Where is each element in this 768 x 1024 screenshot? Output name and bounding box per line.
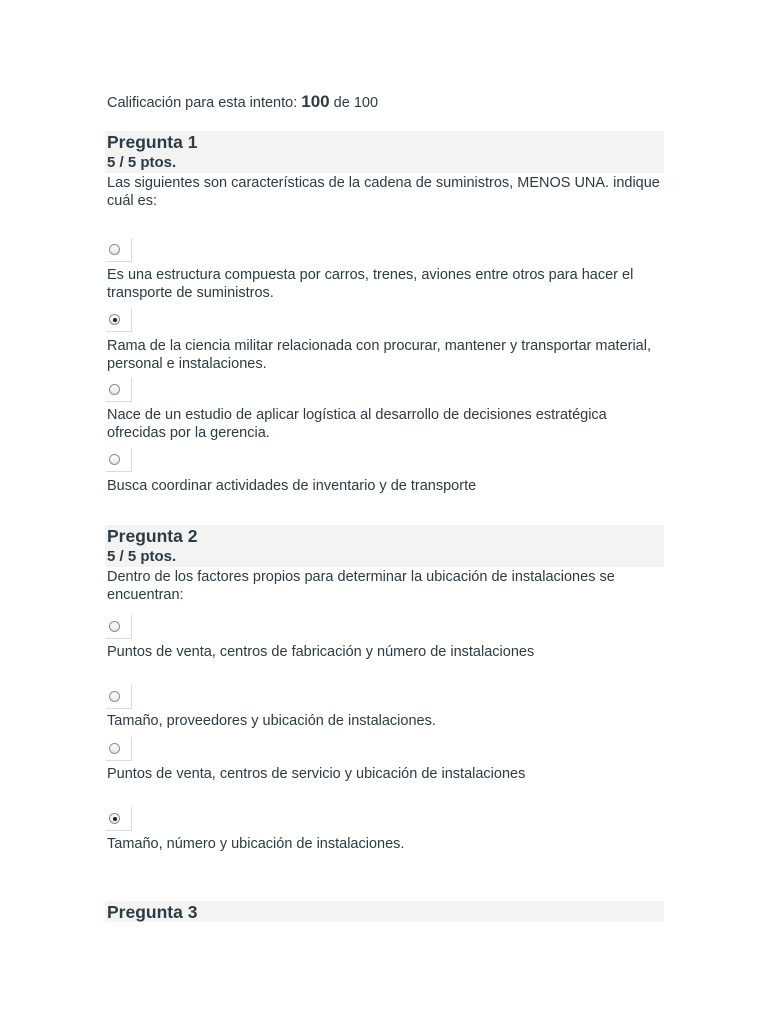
question-1-option-3-radio[interactable] — [106, 378, 132, 402]
question-1-option-3-text: Nace de un estudio de aplicar logística al desarrollo de decisiones estratégica ofrecidas por la gerencia. — [107, 407, 607, 441]
score-line — [107, 92, 378, 113]
question-1-option-1-text: Es una estructura compuesta por carros, trenes, aviones entre otros para hacer el transporte de suministros. — [107, 267, 634, 301]
radio-icon — [109, 384, 120, 395]
score-suffix: de 100 — [333, 95, 379, 111]
question-2-text: Dentro de los factores propios para determinar la ubicación de instalaciones se encuentran: — [107, 569, 615, 603]
question-2-header — [105, 525, 664, 567]
radio-icon — [109, 743, 120, 754]
radio-selected-icon — [109, 813, 120, 824]
question-1-option-2-radio[interactable] — [106, 308, 132, 332]
question-1-option-4-radio[interactable] — [106, 448, 132, 472]
question-3-title: Pregunta 3 — [107, 902, 198, 922]
question-2-option-1-radio[interactable] — [106, 615, 132, 639]
question-3-header — [105, 901, 664, 922]
question-2-points: 5 / 5 ptos. — [107, 548, 177, 565]
question-2-option-4-text: Tamaño, número y ubicación de instalaciones. — [107, 836, 405, 852]
question-2-option-2-text: Tamaño, proveedores y ubicación de instalaciones. — [107, 713, 436, 729]
radio-icon — [109, 244, 120, 255]
question-1-option-2-text: Rama de la ciencia militar relacionada con procurar, mantener y transportar material, personal e instalaciones. — [107, 338, 651, 372]
question-2-option-3-text: Puntos de venta, centros de servicio y ubicación de instalaciones — [107, 766, 526, 782]
question-2-option-4-radio[interactable] — [106, 807, 132, 831]
score-label: Calificación para esta intento: — [107, 95, 298, 111]
question-1-header — [105, 131, 664, 173]
score-value: 100 — [301, 92, 330, 111]
question-1-option-1-radio[interactable] — [106, 238, 132, 262]
question-2-option-3-radio[interactable] — [106, 737, 132, 761]
radio-icon — [109, 691, 120, 702]
question-2-title: Pregunta 2 — [107, 526, 198, 546]
radio-icon — [109, 454, 120, 465]
question-1-option-4-text: Busca coordinar actividades de inventario y de transporte — [107, 478, 477, 494]
question-2-option-2-radio[interactable] — [106, 685, 132, 709]
radio-selected-icon — [109, 314, 120, 325]
question-1-text: Las siguientes son características de la cadena de suministros, MENOS UNA. indique cuál es: — [107, 175, 660, 209]
question-2-option-1-text: Puntos de venta, centros de fabricación y número de instalaciones — [107, 644, 535, 660]
question-1-points: 5 / 5 ptos. — [107, 154, 177, 171]
radio-icon — [109, 621, 120, 632]
question-1-title: Pregunta 1 — [107, 132, 198, 152]
